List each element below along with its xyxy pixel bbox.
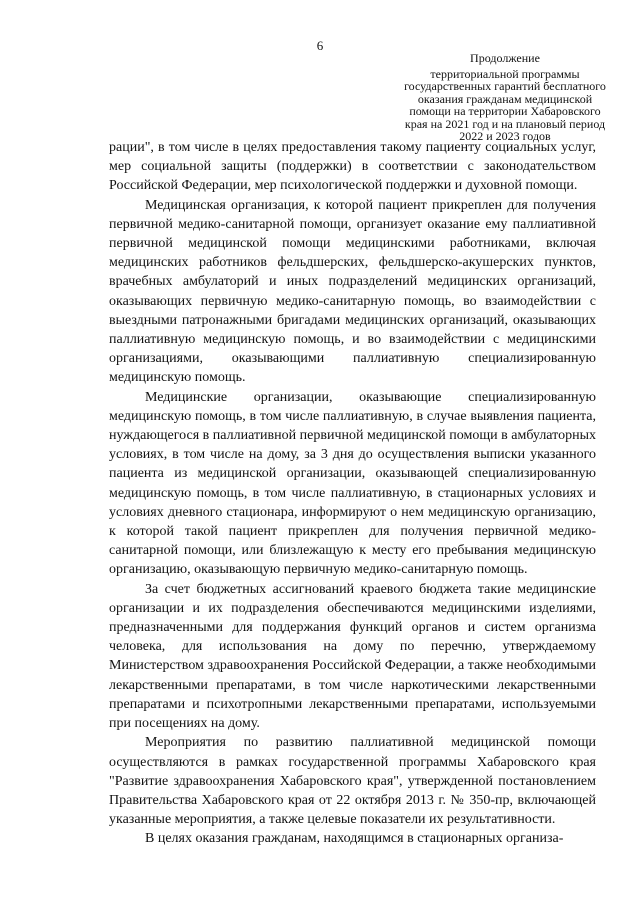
continuation-line: 2022 и 2023 годов (459, 129, 551, 143)
paragraph: За счет бюджетных ассигнований краевого бюджета такие медицинские организации и их подразделения обеспечиваются медицинскими изделиями, предназначенными для поддержания функций органов и систем организма человека, для использования на дому по перечню, утверждаемому Министерством здравоохранения Российской Федерации, а также необходимыми лекарственными препаратами, в том числе наркотическими лекарственными препаратами и психотропными лекарственными препаратами, используемыми при посещениях на дому. (109, 581, 596, 732)
paragraph: Медицинская организация, к которой пациент прикреплен для получения первичной медико-санитарной помощи, организует оказание ему паллиативной первичной медицинской помощи медицинскими работниками, включая медицинских работников фельдшерских, фельдшерско-акушерских пунктов, врачебных амбулаторий и иных подразделений медицинских организаций, оказывающих первичную медико-санитарную помощь, во взаимодействии с выездными патронажными бригадами медицинских организаций, оказывающих паллиативную медицинскую помощь, и во взаимодействии с медицинскими организациями, оказывающими паллиативную специализированную медицинскую помощь. (109, 197, 596, 386)
continuation-title: Продолжение (470, 51, 540, 65)
continuation-header (380, 52, 630, 143)
continuation-line: оказания гражданам медицинской (417, 91, 593, 106)
continuation-line: государственных гарантий бесплатного (404, 79, 606, 93)
continuation-line: края на 2021 год и на плановый период (404, 116, 606, 131)
paragraph: Мероприятия по развитию паллиативной медицинской помощи осуществляются в рамках государственной программы Хабаровского края "Развитие здравоохранения Хабаровского края", утвержденной постановлением Правительства Хабаровского края от 22 октября 2013 г. № 350-пр, включающей указанные мероприятия, а также целевые показатели их результативности. (109, 735, 596, 828)
paragraph: Медицинские организации, оказывающие специализированную медицинскую помощь, в том числе паллиативную, в случае выявления пациента, нуждающегося в паллиативной первичной медицинской помощи в амбулаторных условиях, в том числе на дому, за 3 дня до осуществления выписки указанного пациента из медицинской организации, оказывающей специализированную медицинскую помощь, в том числе паллиативную, в стационарных условиях и условиях дневного стационара, информируют о нем медицинскую организацию, к которой такой пациент прикреплен для получения первичной медико-санитарной помощи, или близлежащую к месту его пребывания медицинскую организацию, оказывающую первичную медико-санитарную помощь. (109, 389, 596, 578)
paragraph: В целях оказания гражданам, находящимся в стационарных организа- (145, 831, 564, 847)
continuation-line: помощи на территории Хабаровского (409, 104, 601, 118)
paragraph: рации", в том числе в целях предоставления такому пациенту социальных услуг, мер социальной защиты (поддержки) в соответствии с законодательством Российской Федерации, мер психологической поддержки и духовной помощи. (109, 140, 596, 194)
continuation-line: территориальной программы (430, 66, 580, 81)
document-body (109, 138, 596, 849)
page-number: 6 (316, 38, 324, 53)
